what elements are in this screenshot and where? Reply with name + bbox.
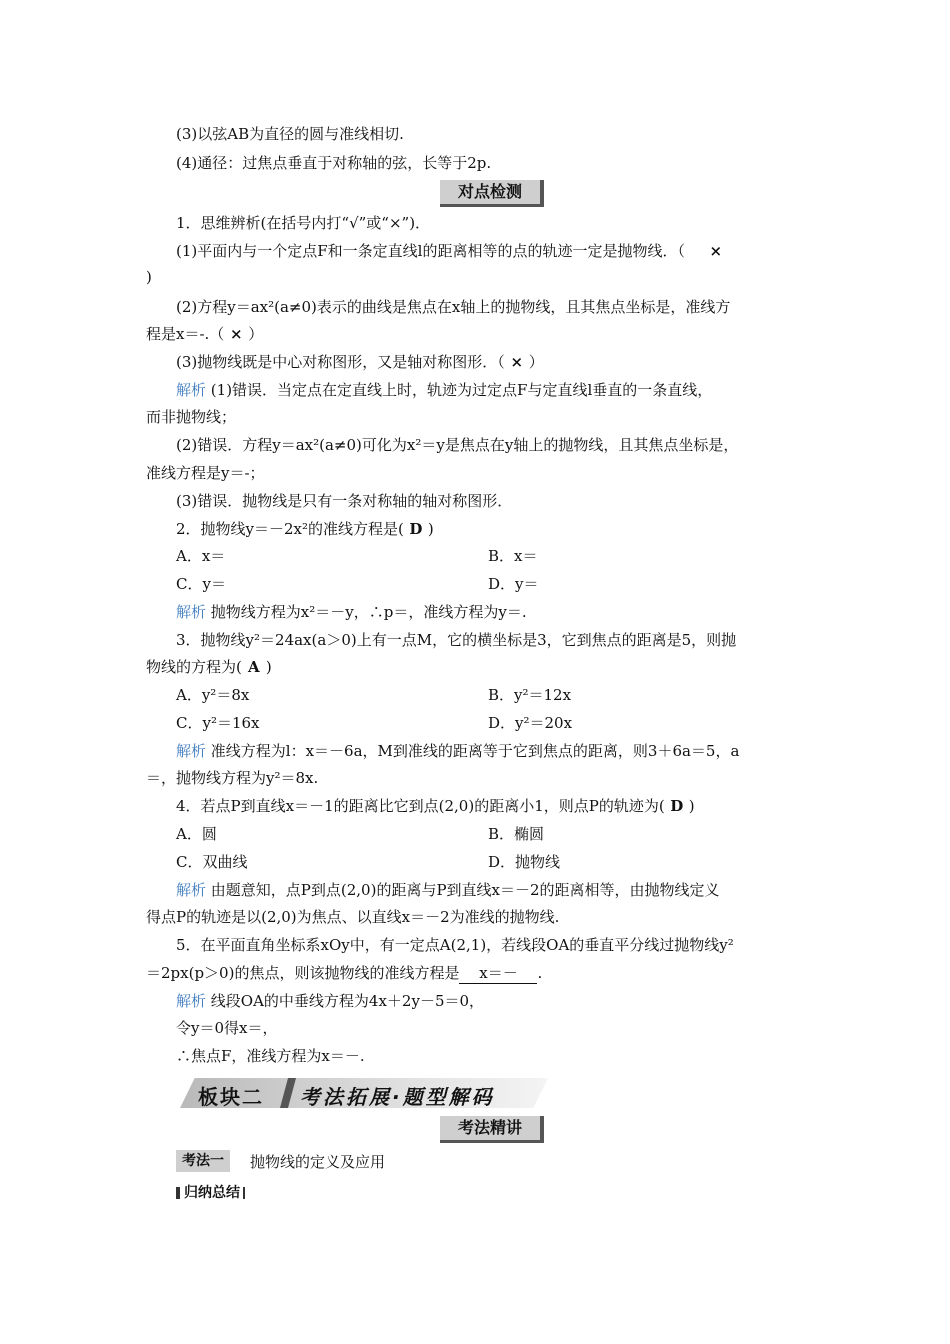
q5-stem-text: ＝2px(p＞0)的焦点，则该抛物线的准线方程是 [146, 964, 460, 982]
q4-stem-text: 4．若点P到直线x＝－1的距离比它到点(2,0)的距离小1，则点P的轨迹为( [176, 797, 665, 815]
summary-label: 归纳总结 [184, 1185, 240, 1201]
q3-stem-cont [146, 657, 272, 677]
q1-stem: 1．思维辨析(在括号内打“√”或“×”)． [176, 214, 431, 232]
q1-analysis-2-cont: 准线方程是y＝-； [146, 464, 265, 482]
section-banner-detect: 对点检测 [440, 180, 544, 207]
q2-analysis-text: 抛物线方程为x²＝－y，∴p＝，准线方程为y＝. [210, 603, 527, 621]
q1-s1-mark: × [709, 242, 723, 260]
q4-analysis [176, 880, 720, 900]
q5-stem: 5．在平面直角坐标系xOy中，有一定点A(2,1)，若线段OA的垂直平分线过抛物线y² [176, 936, 734, 954]
analysis-label: 解析 [176, 603, 207, 621]
q4-option-c: C．双曲线 [176, 853, 248, 871]
q1-analysis-1-cont: 而非抛物线； [146, 408, 237, 426]
q2-option-b: B．x＝ [488, 547, 538, 565]
section-banner-method: 考法精讲 [440, 1116, 544, 1143]
q1-s2-text: 程是x＝-.（ [146, 325, 225, 343]
q3-analysis-cont: ＝，抛物线方程为y²＝8x. [146, 769, 319, 787]
q2-answer: D [409, 520, 423, 538]
q3-stem: 3．抛物线y²＝24ax(a＞0)上有一点M，它的横坐标是3，它到焦点的距离是5，则抛 [176, 631, 737, 649]
q4-answer: D [670, 797, 684, 815]
analysis-label: 解析 [176, 381, 207, 399]
q2-option-a: A．x＝ [176, 547, 226, 565]
q4-analysis-cont: 得点P的轨迹是以(2,0)为焦点、以直线x＝－2为准线的抛物线. [146, 908, 560, 926]
q3-stem-text: 物线的方程为( [146, 658, 242, 676]
q5-analysis-1 [176, 991, 484, 1011]
q2-stem [176, 519, 434, 539]
q1-analysis-3: (3)错误．抛物线是只有一条对称轴的轴对称图形． [176, 492, 513, 510]
q2-option-d: D．y＝ [488, 575, 539, 593]
q1-s1-close: ) [146, 268, 152, 286]
q3-option-c: C．y²＝16x [176, 714, 260, 732]
summary-bar-icon [176, 1187, 180, 1199]
q1-statement-1 [176, 241, 728, 261]
q4-analysis-text: 由题意知，点P到点(2,0)的距离与P到直线x＝－2的距离相等，由抛物线定义 [210, 881, 720, 899]
q2-option-c: C．y＝ [176, 575, 226, 593]
q3-analysis [176, 741, 739, 761]
summary-heading [176, 1184, 245, 1202]
q5-answer-blank: x＝－ [459, 963, 537, 984]
q3-answer: A [248, 658, 260, 676]
q3-option-d: D．y²＝20x [488, 714, 573, 732]
q3-close: ) [265, 658, 272, 676]
method-title: 抛物线的定义及应用 [250, 1153, 386, 1171]
analysis-label: 解析 [176, 992, 207, 1010]
q5-end: . [537, 964, 543, 982]
banner-title: 考法拓展·题型解码 [300, 1085, 495, 1109]
q4-option-d: D．抛物线 [488, 853, 561, 871]
q4-stem [176, 796, 695, 816]
q1-s2-close: ） [248, 325, 264, 343]
q4-option-b: B．椭圆 [488, 825, 545, 843]
q2-analysis [176, 602, 527, 622]
q3-analysis-text: 准线方程为l：x＝－6a，M到准线的距离等于它到焦点的距离，则3＋6a＝5，a [210, 742, 740, 760]
analysis-label: 解析 [176, 742, 207, 760]
q1-s3-mark: × [510, 353, 524, 371]
q1-statement-2: (2)方程y＝ax²(a≠0)表示的曲线是焦点在x轴上的抛物线，且其焦点坐标是，准线方 [176, 298, 731, 316]
banner-part-label: 板块二 [198, 1085, 264, 1109]
q4-close: ) [688, 797, 695, 815]
property-4: (4)通径：过焦点垂直于对称轴的弦，长等于2p. [176, 154, 492, 172]
q1-analysis-1-text: (1)错误．当定点在定直线上时，轨迹为过定点F与定直线l垂直的一条直线， [210, 381, 713, 399]
property-3: (3)以弦AB为直径的圆与准线相切. [176, 125, 404, 143]
q1-s2-mark: × [230, 325, 243, 343]
section-banner-part-two [180, 1078, 548, 1108]
q5-analysis-2: 令y＝0得x＝， [176, 1019, 278, 1037]
analysis-label: 解析 [176, 881, 207, 899]
q2-stem-text: 2．抛物线y＝－2x²的准线方程是( [176, 520, 404, 538]
q3-option-b: B．y²＝12x [488, 686, 572, 704]
q1-s1-text: (1)平面内与一个定点F和一条定直线l的距离相等的点的轨迹一定是抛物线．（ [176, 242, 685, 260]
q1-s3-text: (3)抛物线既是中心对称图形，又是轴对称图形．（ [176, 353, 505, 371]
q5-analysis-1-text: 线段OA的中垂线方程为4x＋2y－5＝0， [210, 992, 485, 1010]
summary-end-bar-icon [243, 1187, 245, 1199]
method-tag: 考法一 [176, 1150, 230, 1172]
q3-option-a: A．y²＝8x [176, 686, 250, 704]
q4-option-a: A．圆 [176, 825, 217, 843]
q1-statement-2-cont [146, 324, 263, 344]
q1-analysis-2: (2)错误．方程y＝ax²(a≠0)可化为x²＝y是焦点在y轴上的抛物线，且其焦点坐标是， [176, 436, 739, 454]
q1-s3-close: ） [528, 353, 544, 371]
q1-analysis-1 [176, 380, 712, 400]
q1-statement-3 [176, 352, 544, 372]
q5-stem-cont [146, 963, 542, 984]
q2-close: ) [427, 520, 434, 538]
q5-analysis-3: ∴焦点F，准线方程为x＝－. [176, 1047, 365, 1065]
